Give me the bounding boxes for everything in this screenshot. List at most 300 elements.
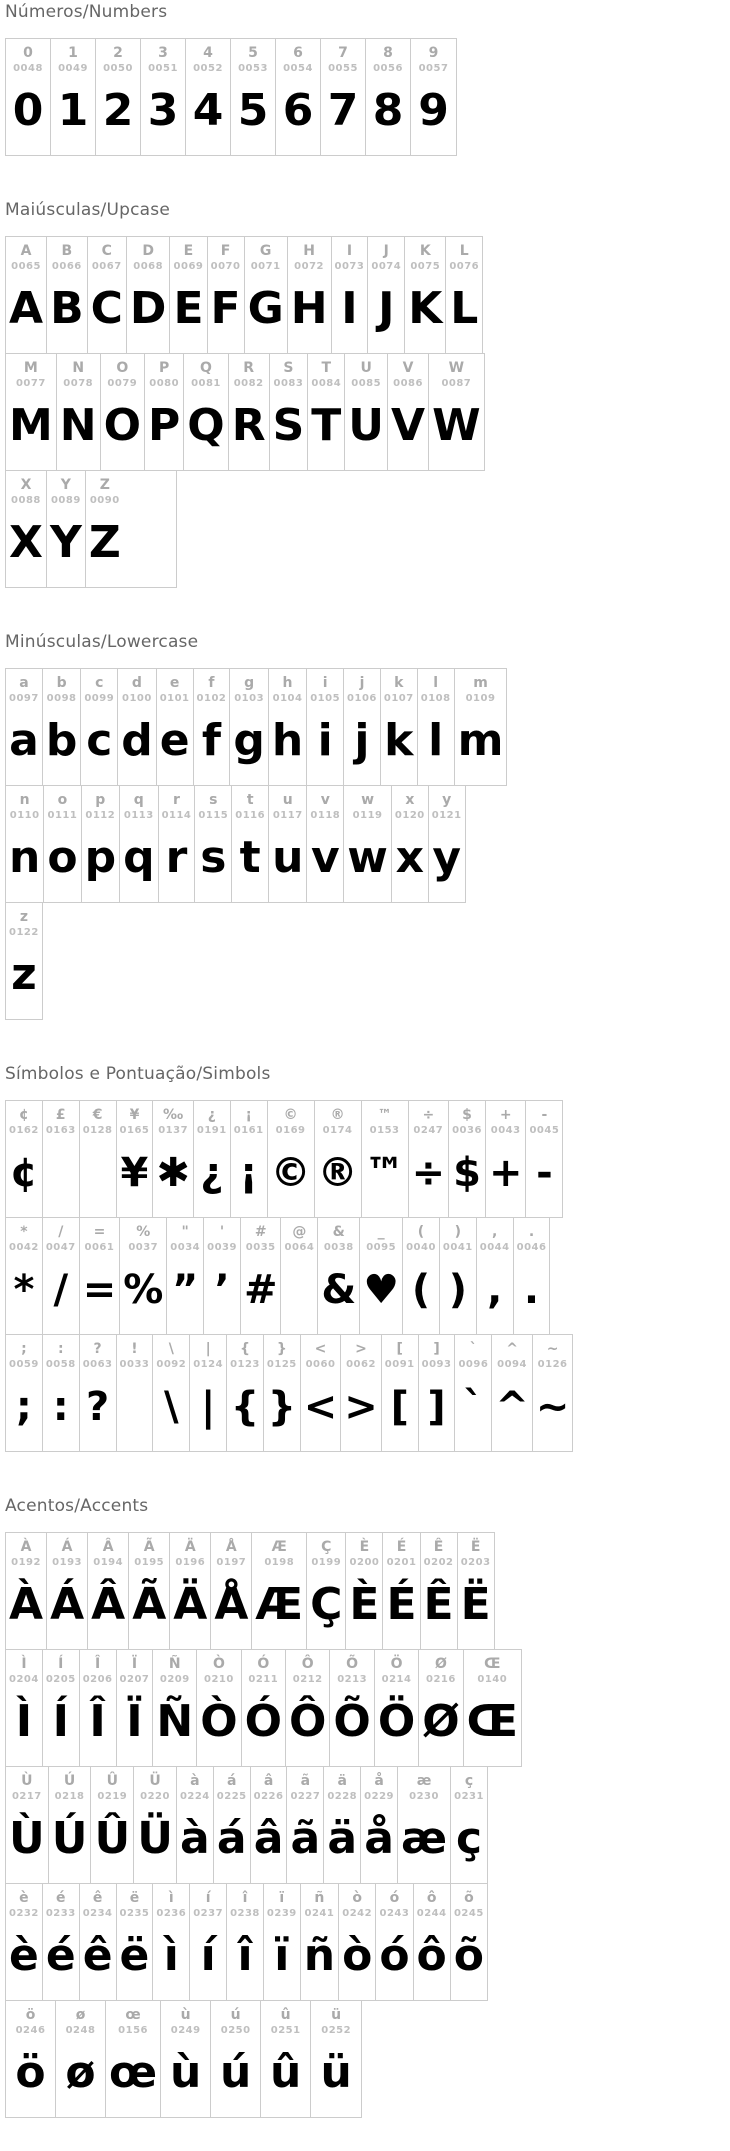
- glyph-cell: [117, 1650, 154, 1766]
- glyph-cell: [264, 1335, 301, 1451]
- glyph-cell: [88, 237, 127, 353]
- glyph-cell: [339, 1884, 376, 2000]
- cell-unicode-code: 0241: [304, 1908, 335, 1919]
- cell-unicode-code: 0053: [238, 63, 268, 74]
- cell-glyph: æ: [401, 1813, 448, 1864]
- cell-glyph: K: [408, 283, 443, 334]
- glyph-cell: [362, 1101, 409, 1217]
- glyph-section: [5, 1064, 730, 1452]
- cell-glyph: ø: [65, 2047, 96, 2098]
- cell-unicode-code: 0163: [45, 1125, 76, 1136]
- cell-char-label: U: [360, 360, 372, 376]
- glyph-cell: [381, 669, 418, 785]
- cell-glyph: Ú: [51, 1813, 88, 1864]
- glyph-cell: [43, 1884, 80, 2000]
- cell-glyph: Â: [91, 1579, 126, 1630]
- cell-glyph: ;: [15, 1384, 32, 1430]
- cell-char-label: l: [433, 675, 439, 691]
- glyph-cell: [411, 39, 456, 155]
- cell-char-label: ~: [546, 1341, 559, 1357]
- glyph-cell: [341, 1335, 382, 1451]
- glyph-cell: [6, 1335, 43, 1451]
- cell-glyph: ,: [487, 1267, 503, 1313]
- cell-char-label: ì: [168, 1890, 174, 1906]
- cell-char-label: Y: [60, 477, 71, 493]
- glyph-cell: [307, 669, 344, 785]
- cell-char-label: s: [209, 792, 218, 808]
- cell-char-label: Ô: [301, 1656, 314, 1672]
- cell-char-label: ÷: [422, 1107, 435, 1123]
- cell-glyph: >: [344, 1384, 378, 1430]
- cell-unicode-code: 0191: [196, 1125, 227, 1136]
- cell-glyph: Í: [52, 1696, 69, 1747]
- cell-char-label: Ù: [21, 1773, 33, 1789]
- cell-unicode-code: 0076: [449, 261, 480, 272]
- cell-unicode-code: 0195: [134, 1557, 165, 1568]
- cell-glyph: u: [272, 832, 304, 883]
- cell-glyph: ¢: [10, 1150, 38, 1196]
- glyph-cell: [449, 1101, 486, 1217]
- cell-glyph: 3: [147, 85, 179, 136]
- cell-char-label: ä: [337, 1773, 347, 1789]
- cell-glyph: W: [432, 400, 481, 451]
- glyph-cell: [6, 471, 47, 587]
- cell-glyph: f: [201, 715, 222, 766]
- cell-char-label: ;: [21, 1341, 27, 1357]
- cell-glyph: ®: [317, 1150, 358, 1196]
- cell-glyph: ^: [495, 1384, 529, 1430]
- cell-char-label: X: [20, 477, 32, 493]
- cell-glyph: |: [200, 1384, 216, 1430]
- cell-unicode-code: 0108: [420, 693, 451, 704]
- cell-char-label: C: [101, 243, 112, 259]
- cell-glyph: ♥: [363, 1267, 400, 1313]
- cell-glyph: *: [13, 1267, 35, 1313]
- cell-char-label: Q: [200, 360, 212, 376]
- cell-glyph: 6: [282, 85, 314, 136]
- glyph-cell: [230, 669, 269, 785]
- cell-unicode-code: 0073: [334, 261, 365, 272]
- glyph-grid: [5, 668, 730, 1020]
- cell-char-label: Ï: [131, 1656, 138, 1672]
- cell-glyph: ó: [379, 1930, 410, 1981]
- cell-char-label: 0: [23, 45, 33, 61]
- cell-unicode-code: 0112: [85, 810, 116, 821]
- cell-unicode-code: 0109: [465, 693, 496, 704]
- cell-glyph: 0: [12, 85, 44, 136]
- cell-glyph: Ï: [126, 1696, 143, 1747]
- cell-glyph: Ô: [289, 1696, 327, 1747]
- cell-glyph: }: [267, 1384, 297, 1430]
- cell-unicode-code: 0085: [351, 378, 382, 389]
- cell-unicode-code: 0042: [9, 1242, 39, 1253]
- glyph-cell: [514, 1218, 550, 1334]
- glyph-cell: [451, 1767, 487, 1883]
- cell-unicode-code: 0043: [490, 1125, 521, 1136]
- glyph-cell: [269, 669, 307, 785]
- cell-char-label: ¥: [129, 1107, 140, 1123]
- cell-char-label: ?: [93, 1341, 102, 1357]
- cell-glyph: d: [121, 715, 153, 766]
- glyph-cell: [170, 237, 207, 353]
- cell-char-label: õ: [464, 1890, 474, 1906]
- cell-char-label: ): [454, 1224, 462, 1240]
- cell-unicode-code: 0198: [264, 1557, 295, 1568]
- cell-char-label: -: [541, 1107, 548, 1123]
- cell-char-label: W: [448, 360, 465, 376]
- glyph-cell: [204, 1218, 241, 1334]
- cell-glyph: Œ: [466, 1696, 518, 1747]
- cell-glyph: ~: [535, 1384, 570, 1430]
- glyph-cell: [376, 1884, 413, 2000]
- cell-unicode-code: 0250: [220, 2025, 251, 2036]
- cell-unicode-code: 0125: [266, 1359, 297, 1370]
- cell-unicode-code: 0091: [384, 1359, 415, 1370]
- cell-unicode-code: 0102: [196, 693, 227, 704]
- cell-unicode-code: 0036: [452, 1125, 482, 1136]
- cell-char-label: ö: [25, 2007, 36, 2023]
- glyph-cell: [190, 1884, 227, 2000]
- cell-unicode-code: 0235: [119, 1908, 150, 1919]
- cell-char-label: .: [528, 1224, 535, 1240]
- cell-char-label: 8: [383, 45, 393, 61]
- cell-glyph: F: [210, 283, 241, 334]
- cell-glyph: ä: [327, 1813, 358, 1864]
- cell-glyph: Æ: [255, 1579, 304, 1630]
- cell-char-label: Ê: [433, 1539, 444, 1555]
- cell-char-label: Ç: [321, 1539, 332, 1555]
- cell-unicode-code: 0219: [97, 1791, 128, 1802]
- glyph-grid: [5, 1100, 730, 1452]
- glyph-cell: [429, 354, 484, 470]
- cell-char-label: ê: [92, 1890, 103, 1906]
- glyph-cell: [153, 1650, 197, 1766]
- glyph-cell: [264, 1884, 301, 2000]
- cell-unicode-code: 0074: [371, 261, 402, 272]
- cell-glyph: #: [243, 1267, 278, 1313]
- cell-unicode-code: 0137: [158, 1125, 189, 1136]
- cell-unicode-code: 0098: [46, 693, 77, 704]
- cell-char-label: ,: [492, 1224, 498, 1240]
- glyph-cell: [366, 39, 411, 155]
- cell-unicode-code: 0057: [418, 63, 449, 74]
- cell-glyph: \: [163, 1384, 179, 1430]
- glyph-cell: [458, 1533, 494, 1649]
- cell-char-label: ^: [506, 1341, 518, 1357]
- cell-char-label: Ã: [143, 1539, 155, 1555]
- cell-glyph: H: [290, 283, 328, 334]
- cell-unicode-code: 0056: [373, 63, 403, 74]
- cell-glyph: P: [148, 400, 181, 451]
- glyph-cell: [6, 39, 51, 155]
- cell-unicode-code: 0251: [270, 2025, 301, 2036]
- cell-char-label: Ò: [212, 1656, 225, 1672]
- cell-unicode-code: 0058: [45, 1359, 76, 1370]
- glyph-cell: [6, 1218, 43, 1334]
- cell-glyph: 4: [192, 85, 224, 136]
- cell-glyph: N: [59, 400, 97, 451]
- cell-glyph: ✱: [156, 1150, 190, 1196]
- glyph-cell: [211, 1533, 252, 1649]
- glyph-cell: [44, 786, 81, 902]
- cell-char-label: j: [359, 675, 365, 691]
- cell-unicode-code: 0209: [159, 1674, 190, 1685]
- cell-unicode-code: 0044: [479, 1242, 510, 1253]
- cell-char-label: ç: [464, 1773, 474, 1789]
- cell-char-label: Ä: [184, 1539, 196, 1555]
- cell-char-label: û: [280, 2007, 291, 2023]
- cell-char-label: a: [19, 675, 29, 691]
- glyph-cell: [101, 354, 145, 470]
- cell-glyph: ë: [119, 1930, 150, 1981]
- glyph-cell: [344, 669, 381, 785]
- glyph-cell: [318, 1218, 360, 1334]
- cell-glyph: .: [523, 1267, 540, 1313]
- glyph-cell: [56, 2001, 106, 2117]
- cell-glyph: Ã: [132, 1579, 167, 1630]
- cell-char-label: F: [220, 243, 231, 259]
- glyph-cell: [6, 354, 57, 470]
- cell-unicode-code: 0082: [233, 378, 264, 389]
- cell-char-label: H: [303, 243, 315, 259]
- cell-unicode-code: 0068: [133, 261, 164, 272]
- glyph-cell: [170, 1533, 211, 1649]
- glyph-cell: [231, 1101, 268, 1217]
- cell-unicode-code: 0119: [352, 810, 383, 821]
- cell-unicode-code: 0086: [393, 378, 423, 389]
- glyph-cell: [268, 1101, 315, 1217]
- cell-glyph: a: [9, 715, 39, 766]
- cell-unicode-code: 0087: [441, 378, 472, 389]
- cell-unicode-code: 0094: [497, 1359, 527, 1370]
- glyph-cell: [6, 669, 43, 785]
- cell-char-label: E: [183, 243, 194, 259]
- cell-unicode-code: 0205: [45, 1674, 76, 1685]
- cell-unicode-code: 0122: [9, 927, 39, 938]
- glyph-row: [5, 470, 177, 588]
- cell-unicode-code: 0252: [321, 2025, 352, 2036]
- cell-glyph: R: [231, 400, 266, 451]
- glyph-cell: [57, 354, 101, 470]
- cell-glyph: ô: [416, 1930, 447, 1981]
- cell-glyph: /: [53, 1267, 69, 1313]
- cell-glyph: ö: [15, 2047, 46, 2098]
- cell-unicode-code: 0083: [273, 378, 304, 389]
- cell-char-label: :: [57, 1341, 64, 1357]
- cell-unicode-code: 0113: [123, 810, 154, 821]
- cell-unicode-code: 0230: [409, 1791, 439, 1802]
- cell-unicode-code: 0064: [284, 1242, 315, 1253]
- cell-glyph: r: [165, 832, 188, 883]
- glyph-cell: [360, 1218, 403, 1334]
- glyph-row: [5, 1766, 488, 1884]
- cell-unicode-code: 0193: [52, 1557, 83, 1568]
- glyph-cell: [6, 1767, 49, 1883]
- glyph-row: [5, 1217, 550, 1335]
- cell-glyph: M: [9, 400, 53, 451]
- cell-unicode-code: 0077: [15, 378, 46, 389]
- glyph-cell: [6, 2001, 56, 2117]
- cell-unicode-code: 0060: [305, 1359, 336, 1370]
- cell-unicode-code: 0115: [198, 810, 229, 821]
- cell-char-label: {: [240, 1341, 250, 1357]
- glyph-cell: [6, 1650, 43, 1766]
- cell-unicode-code: 0084: [311, 378, 342, 389]
- glyph-cell: [80, 1650, 117, 1766]
- section-title: Números/Numbers: [5, 2, 168, 22]
- cell-char-label: å: [374, 1773, 384, 1789]
- glyph-cell: [227, 1884, 264, 2000]
- cell-char-label: ò: [352, 1890, 362, 1906]
- cell-char-label: &: [332, 1224, 345, 1240]
- glyph-cell: [177, 1767, 214, 1883]
- cell-glyph: V: [391, 400, 426, 451]
- cell-char-label: `: [469, 1341, 477, 1357]
- cell-char-label: Õ: [346, 1656, 359, 1672]
- glyph-cell: [157, 669, 194, 785]
- cell-glyph: $: [453, 1150, 481, 1196]
- cell-char-label: k: [394, 675, 404, 691]
- cell-unicode-code: 0047: [45, 1242, 76, 1253]
- glyph-cell: [96, 39, 141, 155]
- cell-unicode-code: 0052: [193, 63, 223, 74]
- cell-glyph: B: [50, 283, 84, 334]
- glyph-cell: [301, 1884, 339, 2000]
- cell-unicode-code: 0049: [58, 63, 88, 74]
- cell-unicode-code: 0231: [454, 1791, 484, 1802]
- cell-char-label: ø: [75, 2007, 86, 2023]
- cell-glyph: m: [457, 715, 504, 766]
- cell-unicode-code: 0067: [91, 261, 122, 272]
- glyph-cell: [361, 1767, 398, 1883]
- cell-glyph: k: [384, 715, 414, 766]
- cell-char-label: ¢: [19, 1107, 29, 1123]
- cell-glyph: œ: [109, 2047, 158, 2098]
- cell-unicode-code: 0117: [272, 810, 303, 821]
- glyph-cell: [88, 1533, 129, 1649]
- cell-unicode-code: 0153: [369, 1125, 400, 1136]
- glyph-cell: [161, 2001, 211, 2117]
- sections-root: [5, 2, 730, 2118]
- cell-glyph: Y: [49, 517, 82, 568]
- cell-glyph: e: [159, 715, 190, 766]
- cell-glyph: [: [390, 1384, 409, 1430]
- cell-glyph: A: [9, 283, 44, 334]
- cell-glyph: ’: [214, 1267, 230, 1313]
- glyph-cell: [241, 1218, 282, 1334]
- cell-glyph: I: [341, 283, 358, 334]
- cell-unicode-code: 0069: [173, 261, 204, 272]
- cell-unicode-code: 0203: [460, 1557, 491, 1568]
- cell-char-label: ú: [230, 2007, 241, 2023]
- cell-char-label: >: [355, 1341, 367, 1357]
- cell-unicode-code: 0192: [11, 1557, 41, 1568]
- cell-char-label: ": [181, 1224, 189, 1240]
- cell-glyph: +: [488, 1150, 523, 1196]
- cell-glyph: Z: [88, 517, 121, 568]
- glyph-cell: [184, 354, 228, 470]
- cell-glyph: (: [411, 1267, 431, 1313]
- cell-unicode-code: 0202: [423, 1557, 454, 1568]
- cell-char-label: È: [359, 1539, 370, 1555]
- cell-char-label: ï: [279, 1890, 285, 1906]
- cell-glyph: `: [463, 1384, 484, 1430]
- glyph-cell: [117, 1335, 154, 1451]
- glyph-grid: [5, 236, 730, 588]
- cell-char-label: à: [190, 1773, 200, 1789]
- glyph-cell: [197, 1650, 241, 1766]
- cell-glyph: Ê: [423, 1579, 454, 1630]
- glyph-cell: [167, 1218, 204, 1334]
- cell-glyph: &: [321, 1267, 357, 1313]
- glyph-cell: [382, 1335, 419, 1451]
- cell-unicode-code: 0078: [63, 378, 94, 389]
- cell-glyph: z: [11, 949, 37, 1000]
- cell-unicode-code: 0065: [11, 261, 41, 272]
- glyph-cell: [307, 1533, 346, 1649]
- glyph-cell: [47, 237, 88, 353]
- cell-char-label: 6: [293, 45, 303, 61]
- glyph-cell: [153, 1101, 194, 1217]
- cell-unicode-code: 0072: [294, 261, 325, 272]
- glyph-cell: [153, 1884, 190, 2000]
- cell-glyph: í: [200, 1930, 216, 1981]
- cell-glyph: ñ: [303, 1930, 336, 1981]
- cell-unicode-code: 0156: [118, 2025, 148, 2036]
- cell-char-label: I: [346, 243, 353, 259]
- cell-unicode-code: 0116: [235, 810, 266, 821]
- cell-char-label: Æ: [271, 1539, 287, 1555]
- section-title: Símbolos e Pontuação/Simbols: [5, 1064, 271, 1084]
- cell-unicode-code: 0090: [89, 495, 120, 506]
- cell-char-label: !: [131, 1341, 138, 1357]
- glyph-row: [5, 38, 457, 156]
- cell-char-label: É: [396, 1539, 407, 1555]
- cell-char-label: £: [55, 1107, 66, 1123]
- cell-char-label: V: [402, 360, 414, 376]
- section-title: Minúsculas/Lowercase: [5, 632, 199, 652]
- cell-char-label: é: [56, 1890, 66, 1906]
- cell-unicode-code: 0092: [156, 1359, 187, 1370]
- cell-unicode-code: 0111: [47, 810, 78, 821]
- cell-unicode-code: 0201: [386, 1557, 417, 1568]
- cell-glyph: <: [303, 1384, 338, 1430]
- cell-unicode-code: 0123: [230, 1359, 260, 1370]
- cell-glyph: b: [45, 715, 78, 766]
- cell-char-label: c: [95, 675, 104, 691]
- glyph-cell: [153, 1335, 190, 1451]
- section-title: Acentos/Accents: [5, 1496, 149, 1516]
- cell-unicode-code: 0110: [9, 810, 40, 821]
- cell-char-label: ó: [389, 1890, 400, 1906]
- glyph-cell: [190, 1335, 227, 1451]
- cell-char-label: Ó: [257, 1656, 270, 1672]
- cell-unicode-code: 0213: [337, 1674, 368, 1685]
- cell-unicode-code: 0104: [272, 693, 303, 704]
- cell-glyph: ™: [364, 1150, 405, 1196]
- glyph-cell: [398, 1767, 451, 1883]
- cell-unicode-code: 0165: [119, 1125, 150, 1136]
- cell-char-label: è: [19, 1890, 29, 1906]
- cell-char-label: î: [242, 1890, 248, 1906]
- cell-char-label: g: [244, 675, 255, 691]
- glyph-grid: [5, 38, 730, 156]
- glyph-cell: [375, 1650, 419, 1766]
- cell-glyph: é: [45, 1930, 76, 1981]
- glyph-row: [5, 2000, 362, 2118]
- cell-glyph: û: [269, 2047, 302, 2098]
- glyph-cell: [47, 1533, 88, 1649]
